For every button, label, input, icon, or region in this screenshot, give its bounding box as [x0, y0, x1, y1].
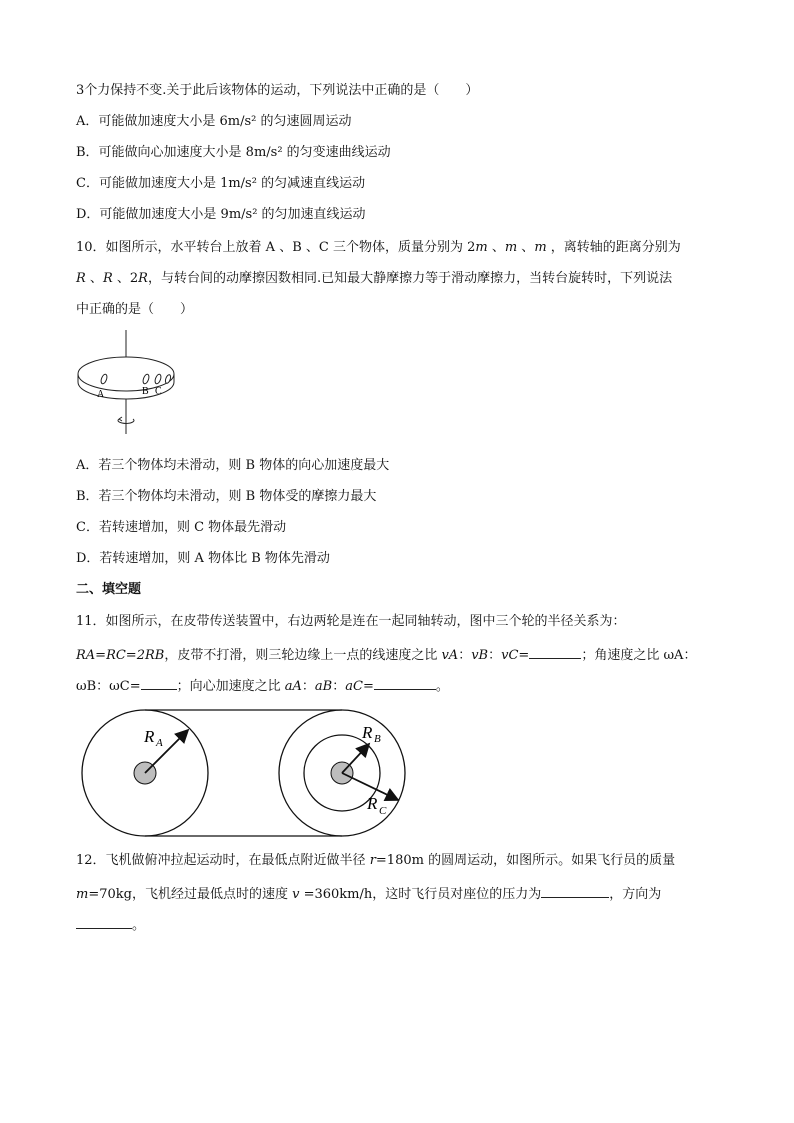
q11-var: vB: [471, 648, 489, 663]
q11-text: ωB：ωC=: [76, 679, 141, 694]
q11-text: ：: [332, 679, 346, 694]
q11-var: aC: [345, 679, 363, 694]
belt-label-ra-sub: A: [156, 737, 163, 749]
q12-text: =360km/h，这时飞行员对座位的压力为: [299, 887, 542, 902]
q10-stem-line3: 中正确的是（ ）: [76, 302, 194, 317]
q12-var-v: v: [292, 887, 300, 902]
belt-label-rc-sub: C: [379, 805, 387, 817]
turntable-label-a: A: [97, 389, 105, 400]
q12-var-m: m: [76, 887, 89, 902]
section-title: 二、填空题: [76, 582, 142, 597]
q11-text: ：: [488, 648, 502, 663]
answer-blank-linear-speed[interactable]: [529, 646, 581, 659]
q12-text: 12．飞机做俯冲拉起运动时，在最低点附近做半径: [76, 853, 370, 868]
answer-blank-angular-speed[interactable]: [141, 677, 177, 690]
belt-label-ra: R: [144, 727, 155, 746]
q11-text: ；角速度之比 ωA：: [581, 648, 697, 663]
q10-sep: 、2: [112, 271, 139, 286]
q11-line2: [76, 646, 696, 664]
belt-drive-figure: [78, 706, 414, 846]
q10-option-a: A．若三个物体均未滑动，则 B 物体的向心加速度最大: [76, 458, 390, 473]
answer-blank-direction[interactable]: [76, 916, 132, 929]
q12-var-r: r: [369, 853, 376, 868]
q11-var: aB: [314, 679, 333, 694]
q11-var: vC: [501, 648, 519, 663]
q10-sep: 、: [517, 240, 535, 255]
q11-text: ：: [301, 679, 315, 694]
q11-text: ：: [458, 648, 472, 663]
q10-radius-3: R: [138, 271, 148, 286]
q12-text: 。: [132, 918, 146, 933]
q10-sep: 、: [487, 240, 505, 255]
q11-var: vA: [441, 648, 459, 663]
q10-sep: 、: [85, 271, 103, 286]
turntable-label-c: C: [155, 386, 162, 397]
q11-var: aA: [284, 679, 302, 694]
q11-text: 。: [435, 679, 449, 694]
q11-text: ，皮带不打滑，则三轮边缘上一点的线速度之比: [164, 648, 442, 663]
q12-text: =70kg，飞机经过最低点时的速度: [88, 887, 293, 902]
turntable-figure: [74, 330, 184, 435]
q10-option-c: C．若转速增加，则 C 物体最先滑动: [76, 520, 287, 535]
q12-text: ，方向为: [609, 887, 662, 902]
q10-stem-text: ，与转台间的动摩擦因数相同.已知最大静摩擦力等于滑动摩擦力，当转台旋转时，下列说法: [147, 271, 673, 286]
q10-radius-1: R: [76, 271, 86, 286]
belt-label-rb-sub: B: [374, 733, 381, 745]
q11-text: ；向心加速度之比: [176, 679, 285, 694]
q10-mass-2: m: [504, 240, 518, 255]
q9-option-c: C．可能做加速度大小是 1m/s² 的匀减速直线运动: [76, 176, 366, 191]
q10-stem-text: 10．如图所示，水平转台上放着 A 、B 、C 三个物体，质量分别为 2: [76, 240, 476, 255]
q10-radius-2: R: [102, 271, 113, 286]
q11-text: =: [362, 679, 374, 694]
q11-text: =: [518, 648, 530, 663]
q12-line1: [76, 853, 675, 869]
q12-line3: [76, 916, 145, 934]
q9-option-b: B．可能做向心加速度大小是 8m/s² 的匀变速曲线运动: [76, 145, 391, 160]
q10-option-b: B．若三个物体均未滑动，则 B 物体受的摩擦力最大: [76, 489, 377, 504]
belt-label-rb: R: [362, 723, 373, 742]
q10-stem-line2: [76, 271, 672, 287]
q10-mass-3: m: [534, 240, 547, 255]
q11-line1: 11．如图所示，在皮带传送装置中，右边两轮是连在一起同轴转动，图中三个轮的半径关系为：: [76, 614, 626, 629]
q11-line3: [76, 677, 449, 695]
belt-label-rc: R: [367, 794, 378, 813]
answer-blank-pressure[interactable]: [541, 885, 609, 898]
q12-line2: [76, 885, 661, 903]
q9-stem: 3个力保持不变.关于此后该物体的运动，下列说法中正确的是（ ）: [76, 83, 479, 98]
q12-text: =180m 的圆周运动，如图所示。如果飞行员的质量: [375, 853, 676, 868]
q10-stem-text: ，离转轴的距离分别为: [546, 240, 681, 255]
q9-option-a: A．可能做加速度大小是 6m/s² 的匀速圆周运动: [76, 114, 352, 129]
q10-option-d: D．若转速增加，则 A 物体比 B 物体先滑动: [76, 551, 330, 566]
turntable-label-b: B: [142, 386, 149, 397]
q10-mass-1: m: [475, 240, 488, 255]
q11-radius-relation: RA=RC=2RB: [76, 648, 165, 663]
q10-stem-line1: [76, 240, 681, 256]
q9-option-d: D．可能做加速度大小是 9m/s² 的匀加速直线运动: [76, 207, 366, 222]
answer-blank-centripetal-acc[interactable]: [374, 677, 436, 690]
